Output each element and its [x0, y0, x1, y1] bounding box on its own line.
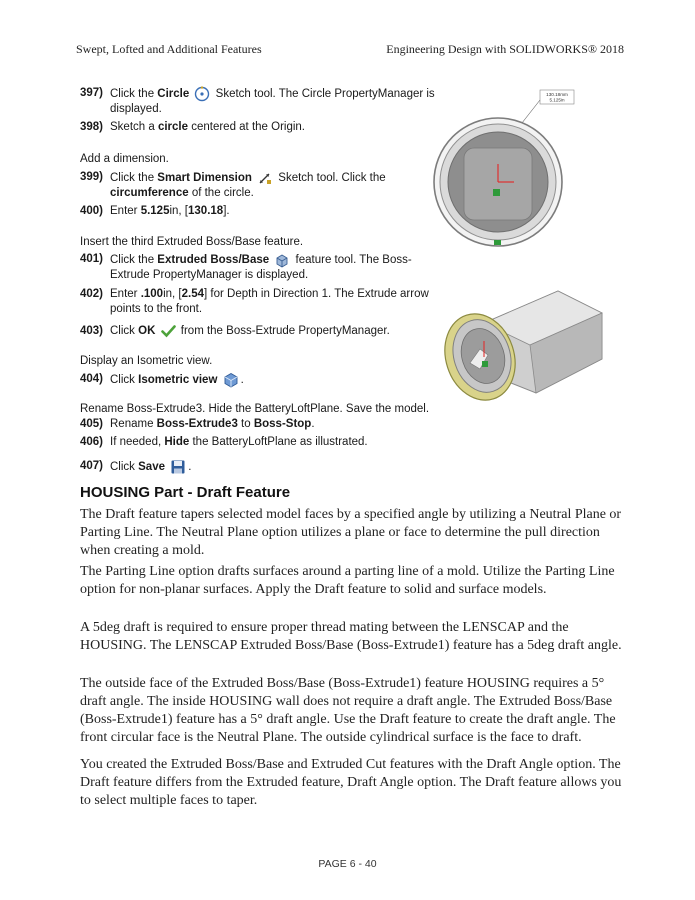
housing-isometric-view	[440, 283, 610, 413]
header-left: Swept, Lofted and Additional Features	[76, 42, 262, 56]
circle-tool-icon	[194, 86, 210, 102]
note-add-dimension: Add a dimension.	[80, 153, 169, 165]
circle-tool-label: Circle	[157, 88, 190, 101]
step-number: 397)	[80, 87, 104, 99]
coincident-marker-icon	[494, 240, 501, 245]
paragraph-2: The Parting Line option drafts surfaces around a parting line of a mold. Utilize the Parting Line option for non-planar surfaces. Apply the Draft feature to solid and surface models.	[80, 564, 615, 597]
header-right: Engineering Design with SOLIDWORKS® 2018	[386, 42, 624, 56]
smart-dimension-icon	[257, 170, 273, 186]
note-insert-boss: Insert the third Extruded Boss/Base feature.	[80, 236, 304, 248]
dimension-in: 5.125in	[549, 97, 565, 103]
page-number: PAGE 6 - 40	[318, 858, 377, 870]
origin-marker-icon	[482, 361, 488, 367]
circle-sketch-front-view	[418, 88, 578, 248]
extruded-boss-icon	[274, 252, 290, 268]
dimension-mm: 130.18mm	[546, 92, 568, 97]
paragraph-4: The outside face of the Extruded Boss/Base (Boss-Extrude1) feature HOUSING requires a 5° draft angle. The inside HOUSING wall does not require a draft angle. The Extruded Boss/Base (Boss-Extrude1) feature has a 5° draft angle. Use the Draft feature to create the draft angle. The front circular face is the Neutral Plane. The outside cylindrical surface is the face to draft.	[80, 676, 616, 745]
paragraph-5: You created the Extruded Boss/Base and Extruded Cut features with the Draft Angle option. The Draft feature differs from the Extruded feature, Draft Angle option. The Draft feature allows you to select multiple faces to taper.	[80, 757, 622, 808]
paragraph-1: The Draft feature tapers selected model faces by a specified angle by utilizing a Neutral Plane or Parting Line. The Neutral Plane option utilizes a plane or face to determine the pull direction when creating a mold.	[80, 507, 622, 558]
note-rename: Rename Boss-Extrude3. Hide the BatteryLoftPlane. Save the model.	[80, 403, 430, 415]
paragraph-3: A 5deg draft is required to ensure proper thread mating between the LENSCAP and the HOUSING. The LENSCAP Extruded Boss/Base (Boss-Extrude1) feature has a 5deg draft angle.	[80, 620, 622, 653]
origin-marker-icon	[493, 189, 500, 196]
isometric-view-icon	[223, 372, 239, 388]
section-title: HOUSING Part - Draft Feature	[80, 484, 291, 501]
save-icon	[170, 459, 186, 475]
battery-profile	[464, 148, 532, 220]
ok-checkmark-icon	[161, 324, 176, 338]
note-isometric: Display an Isometric view.	[80, 355, 213, 367]
